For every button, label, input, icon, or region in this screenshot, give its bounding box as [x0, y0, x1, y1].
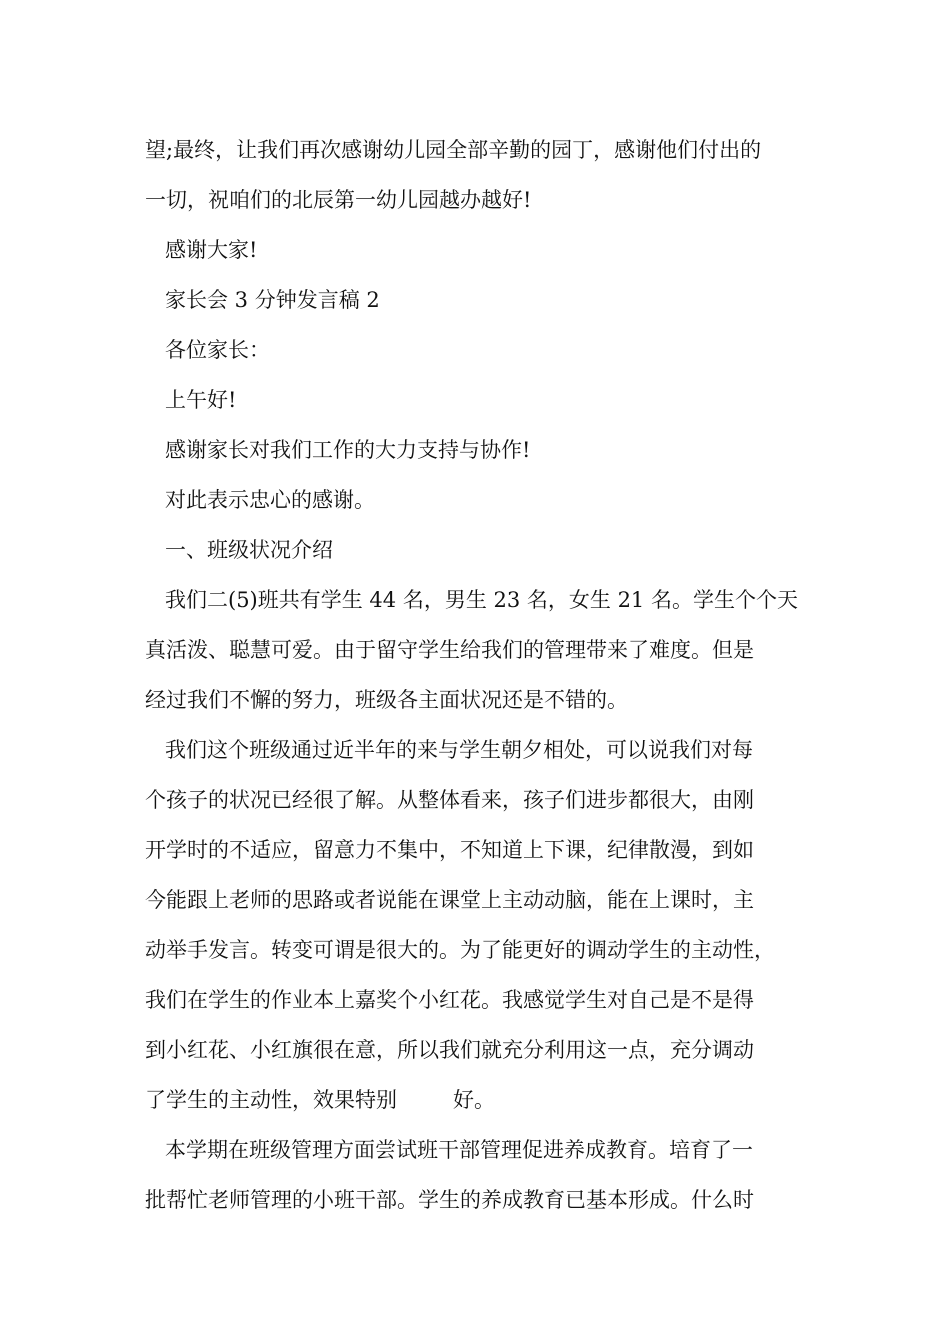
text-line: 个孩子的状况已经很了解。从整体看来，孩子们进步都很大，由刚	[145, 788, 754, 812]
text-line: 对此表示忠心的感谢。	[165, 488, 375, 512]
text-line: 经过我们不懈的努力，班级各主面状况还是不错的。	[145, 688, 628, 712]
section-heading: 家长会 3 分钟发言稿 2	[165, 288, 380, 312]
text-fragment: 好。	[453, 1088, 495, 1112]
section-heading: 一、班级状况介绍	[165, 538, 333, 562]
text-line: 望;最终，让我们再次感谢幼儿园全部辛勤的园丁，感谢他们付出的	[145, 138, 762, 162]
text-line: 上午好!	[165, 388, 237, 412]
text-line: 各位家长：	[165, 338, 270, 362]
text-line: 到小红花、小红旗很在意，所以我们就充分利用这一点，充分调动	[145, 1038, 754, 1062]
text-fragment: 了学生的主动性，效果特别	[145, 1088, 397, 1112]
text-line: 本学期在班级管理方面尝试班干部管理促进养成教育。培育了一	[165, 1138, 753, 1162]
text-line: 今能跟上老师的思路或者说能在课堂上主动动脑，能在上课时，主	[145, 888, 754, 912]
text-line: 真活泼、聪慧可爱。由于留守学生给我们的管理带来了难度。但是	[145, 638, 754, 662]
text-line: 我们这个班级通过近半年的来与学生朝夕相处，可以说我们对每	[165, 738, 753, 762]
text-line	[145, 1085, 495, 1115]
text-line: 批帮忙老师管理的小班干部。学生的养成教育已基本形成。什么时	[145, 1188, 754, 1212]
text-line: 感谢大家!	[165, 238, 258, 262]
text-line: 我们二(5)班共有学生 44 名，男生 23 名，女生 21 名。学生个个天	[165, 588, 798, 612]
text-line: 开学时的不适应，留意力不集中，不知道上下课，纪律散漫，到如	[145, 838, 754, 862]
text-line: 动举手发言。转变可谓是很大的。为了能更好的调动学生的主动性，	[145, 938, 775, 962]
text-line: 我们在学生的作业本上嘉奖个小红花。我感觉学生对自己是不是得	[145, 988, 754, 1012]
text-line: 一切，祝咱们的北辰第一幼儿园越办越好!	[145, 188, 532, 212]
text-line: 感谢家长对我们工作的大力支持与协作!	[165, 438, 531, 462]
